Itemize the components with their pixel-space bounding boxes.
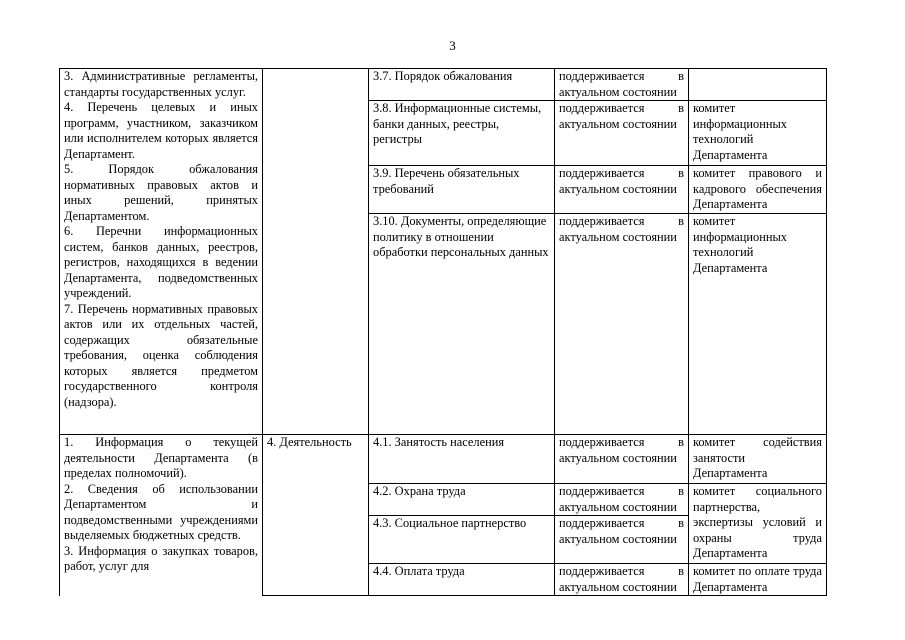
section-cell: 3.8. Информационные системы, банки данных, реестры, регистры xyxy=(369,101,555,166)
list-item: 3. Административные регламенты, стандарты государственных услуг. xyxy=(64,69,258,99)
section-cell: 3.7. Порядок обжалования xyxy=(369,69,555,101)
section-cell: 3.9. Перечень обязательных требований xyxy=(369,166,555,214)
document-table xyxy=(59,68,827,596)
status-cell: поддерживается в актуальном состоянии xyxy=(555,69,689,101)
list-item: 6. Перечни информационных систем, банков данных, реестров, регистров, находящихся в ведении Департамента, подведомственных учреждений. xyxy=(64,224,258,300)
table-row xyxy=(60,69,827,101)
section-cell: 4.3. Социальное партнерство xyxy=(369,516,555,564)
responsible-cell: комитет по оплате труда Департамента xyxy=(689,564,827,596)
status-cell: поддерживается в актуальном состоянии xyxy=(555,516,689,564)
list-item: 7. Перечень нормативных правовых актов или их отдельных частей, содержащих обязательные требования, оценка соблюдения которых является предметом государственного контроля (надзора). xyxy=(64,301,258,409)
responsible-cell: комитет информационных технологий Департамента xyxy=(689,214,827,435)
info-list-cell xyxy=(60,69,263,435)
category-cell xyxy=(263,69,369,435)
page-number: 3 xyxy=(449,38,456,53)
responsible-cell xyxy=(689,69,827,101)
status-cell: поддерживается в актуальном состоянии xyxy=(555,101,689,166)
responsible-cell: комитет социального партнерства, экспертизы условий и охраны труда Департамента xyxy=(689,484,827,564)
status-cell: поддерживается в актуальном состоянии xyxy=(555,435,689,484)
table-row xyxy=(60,435,827,484)
status-cell: поддерживается в актуальном состоянии xyxy=(555,484,689,516)
status-cell: поддерживается в актуальном состоянии xyxy=(555,166,689,214)
list-item: 3. Информация о закупках товаров, работ, услуг для xyxy=(64,543,258,573)
list-item: 2. Сведения об использовании Департаментом и подведомственными учреждениями выделяемых бюджетных средств. xyxy=(64,481,258,542)
status-cell: поддерживается в актуальном состоянии xyxy=(555,564,689,596)
responsible-cell: комитет информационных технологий Департамента xyxy=(689,101,827,166)
list-item: 1. Информация о текущей деятельности Департамента (в пределах полномочий). xyxy=(64,435,258,480)
section-cell: 3.10. Документы, определяющие политику в отношении обработки персональных данных xyxy=(369,214,555,435)
status-cell: поддерживается в актуальном состоянии xyxy=(555,214,689,435)
section-cell: 4.4. Оплата труда xyxy=(369,564,555,596)
section-cell: 4.2. Охрана труда xyxy=(369,484,555,516)
info-list-cell xyxy=(60,435,263,596)
category-cell: 4. Деятельность xyxy=(263,435,369,596)
section-cell: 4.1. Занятость населения xyxy=(369,435,555,484)
list-item: 4. Перечень целевых и иных программ, участником, заказчиком или исполнителем которых является Департамент. xyxy=(64,100,258,161)
responsible-cell: комитет содействия занятости Департамента xyxy=(689,435,827,484)
list-item: 5. Порядок обжалования нормативных правовых актов и иных решений, принятых Департаментом. xyxy=(64,162,258,223)
responsible-cell: комитет правового и кадрового обеспечения Департамента xyxy=(689,166,827,214)
